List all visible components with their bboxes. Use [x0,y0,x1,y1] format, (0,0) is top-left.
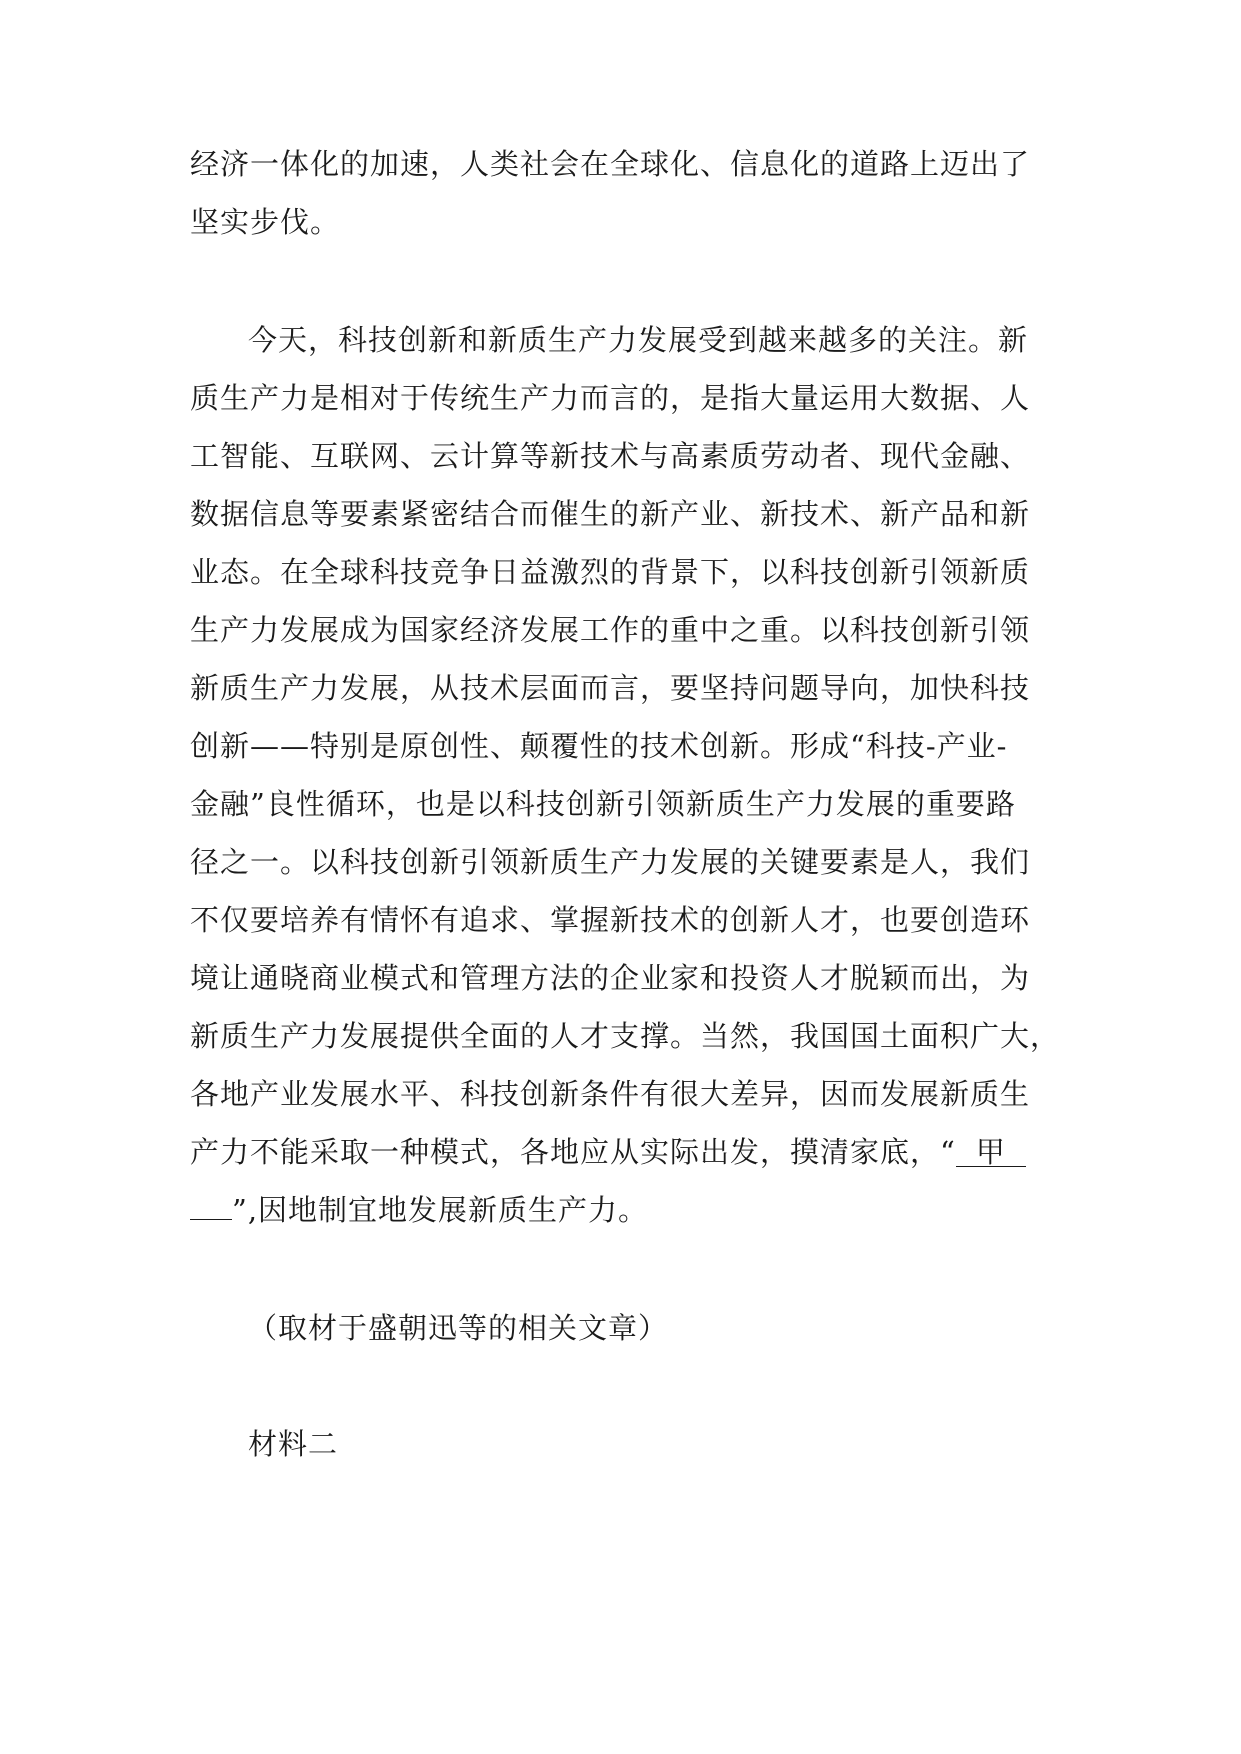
paragraph2-line-4: 数据信息等要素紧密结合而催生的新产业、新技术、新产品和新 [190,497,1031,531]
paragraph2-line-12: 境让通晓商业模式和管理方法的企业家和投资人才脱颖而出，为 [190,961,1031,995]
paragraph2-line-14: 各地产业发展水平、科技创新条件有很大差异，因而发展新质生 [190,1077,1031,1111]
paragraph2-line-15 [190,1134,1026,1170]
fill-in-blank-continuation [190,1193,232,1220]
paragraph2-line-9: 金融”良性循环，也是以科技创新引领新质生产力发展的重要路 [190,787,1016,821]
paragraph2-line-11: 不仅要培养有情怀有追求、掌握新技术的创新人才，也要创造环 [190,903,1031,937]
paragraph1-line-1: 经济一体化的加速，人类社会在全球化、信息化的道路上迈出了 [190,147,1031,181]
paragraph2-line-3: 工智能、互联网、云计算等新技术与高素质劳动者、现代金融、 [190,439,1031,473]
paragraph2-line-7: 新质生产力发展，从技术层面而言，要坚持问题导向，加快科技 [190,671,1031,705]
fill-in-blank-jia: 甲 [956,1138,1026,1167]
paragraph2-line-1: 今天，科技创新和新质生产力发展受到越来越多的关注。新 [248,323,1029,357]
source-note: （取材于盛朝迅等的相关文章） [248,1311,669,1345]
paragraph2-line-13: 新质生产力发展提供全面的人才支撑。当然，我国国土面积广大， [190,1019,1061,1053]
line-before-blank: 产力不能采取一种模式，各地应从实际出发，摸清家底，“ [190,1135,956,1169]
paragraph2-line-5: 业态。在全球科技竞争日益激烈的背景下，以科技创新引领新质 [190,555,1031,589]
paragraph2-line-10: 径之一。以科技创新引领新质生产力发展的关键要素是人，我们 [190,845,1031,879]
paragraph1-line-2: 坚实步伐。 [190,205,341,239]
paragraph2-line-2: 质生产力是相对于传统生产力而言的，是指大量运用大数据、人 [190,381,1031,415]
line-after-blank: ”,因地制宜地发展新质生产力。 [232,1193,649,1227]
paragraph2-line-16 [190,1192,648,1228]
section-title: 材料二 [248,1427,339,1461]
paragraph2-line-8: 创新——特别是原创性、颠覆性的技术创新。形成“科技-产业- [190,729,1008,763]
paragraph2-line-6: 生产力发展成为国家经济发展工作的重中之重。以科技创新引领 [190,613,1031,647]
